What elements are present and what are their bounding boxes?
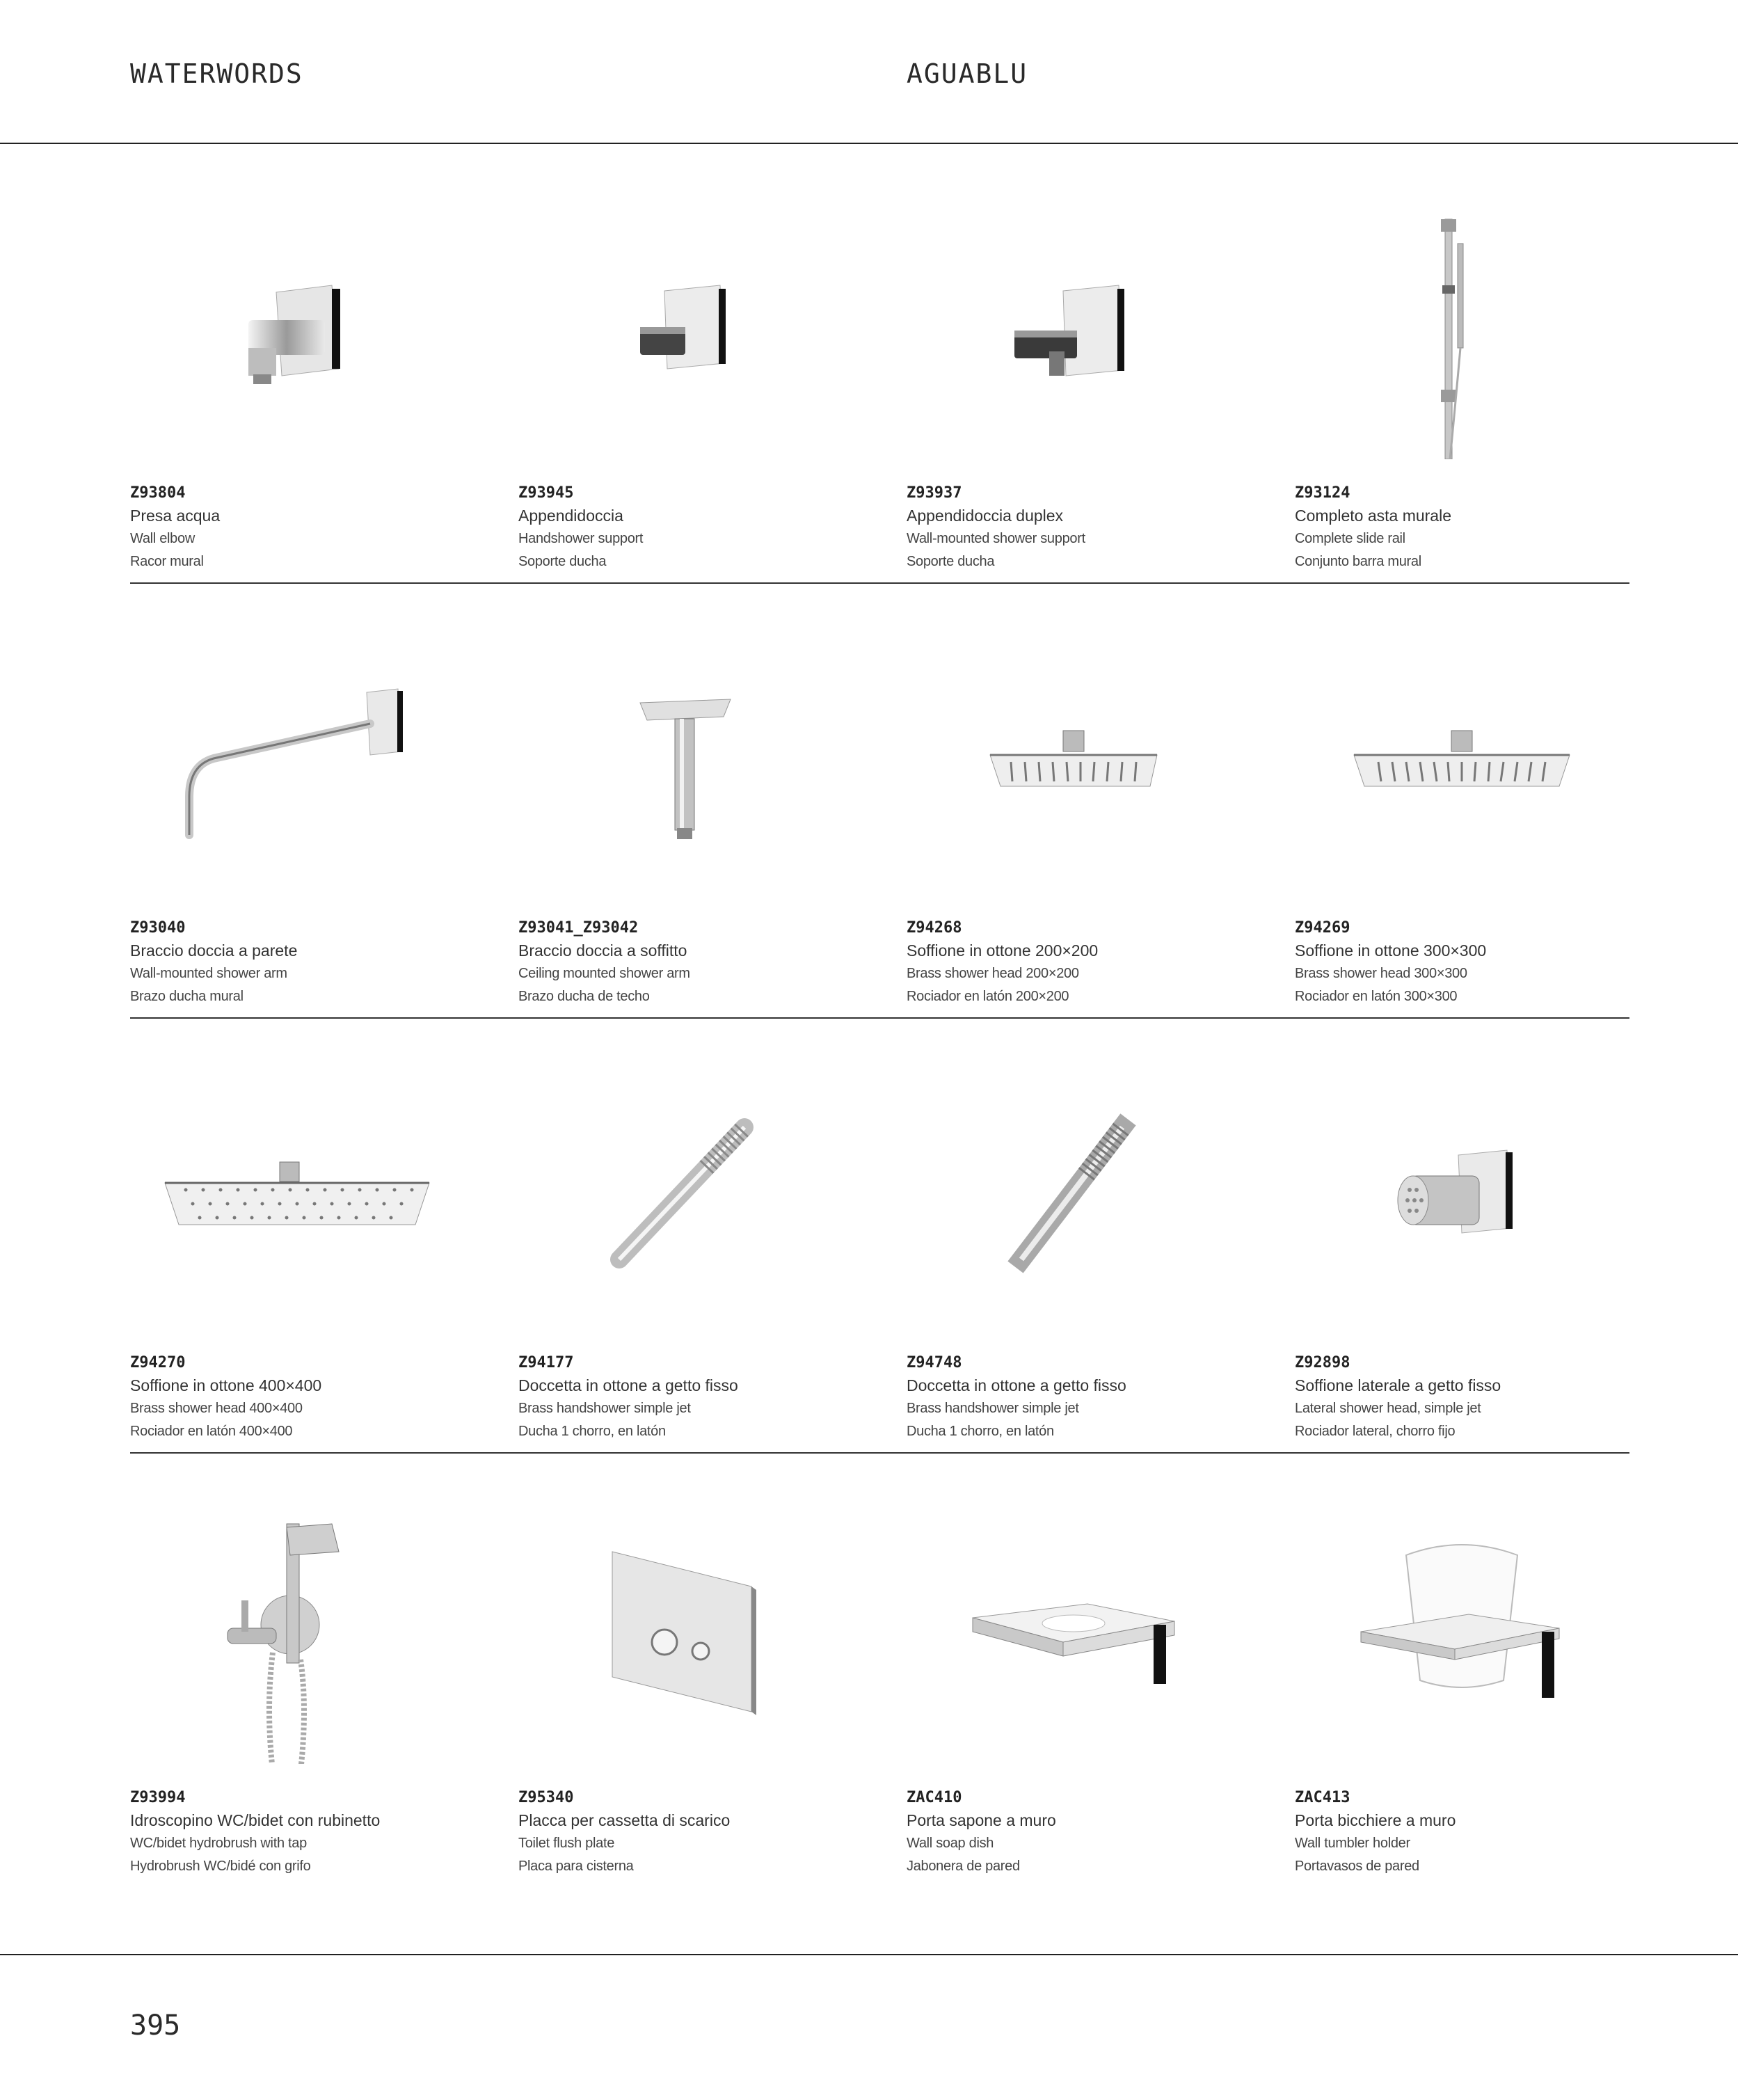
tumbler-holder-icon bbox=[1295, 1486, 1671, 1764]
product-name-it: Braccio doccia a soffitto bbox=[518, 941, 687, 960]
round-handshower-icon bbox=[518, 1051, 894, 1329]
product-name-en: Wall-mounted shower support bbox=[907, 531, 1085, 546]
brand-title: WATERWORDS bbox=[130, 58, 303, 89]
product-name-en: WC/bidet hydrobrush with tap bbox=[130, 1836, 307, 1851]
product-name-es: Rociador en latón 400×400 bbox=[130, 1424, 293, 1439]
product-name-es: Soporte ducha bbox=[518, 554, 607, 569]
product-name-it: Appendidoccia bbox=[518, 507, 623, 525]
product-code: Z93945 bbox=[518, 484, 574, 502]
product-code: Z92898 bbox=[1295, 1354, 1350, 1371]
product-name-en: Lateral shower head, simple jet bbox=[1295, 1401, 1481, 1416]
product-name-es: Brazo ducha mural bbox=[130, 989, 244, 1004]
product-name-es: Racor mural bbox=[130, 554, 204, 569]
handshower-support-icon bbox=[518, 181, 894, 459]
wall-shower-arm-icon bbox=[130, 616, 506, 894]
product-name-en: Ceiling mounted shower arm bbox=[518, 966, 690, 981]
product-name-es: Rociador en latón 200×200 bbox=[907, 989, 1069, 1004]
product-code: Z93124 bbox=[1295, 484, 1350, 502]
shower-head-200-icon bbox=[907, 616, 1282, 894]
product-name-es: Rociador en latón 300×300 bbox=[1295, 989, 1458, 1004]
product-name-it: Appendidoccia duplex bbox=[907, 507, 1064, 525]
product-code: Z95340 bbox=[518, 1789, 574, 1806]
product-name-it: Soffione in ottone 200×200 bbox=[907, 941, 1099, 960]
product-code: Z94177 bbox=[518, 1354, 574, 1371]
product-code: Z93804 bbox=[130, 484, 186, 502]
product-name-it: Soffione laterale a getto fisso bbox=[1295, 1376, 1501, 1394]
ceiling-shower-arm-icon bbox=[518, 616, 894, 894]
hydrobrush-icon bbox=[130, 1486, 506, 1764]
shower-head-300-icon bbox=[1295, 616, 1671, 894]
product-name-es: Placa para cisterna bbox=[518, 1859, 634, 1874]
square-handshower-icon bbox=[907, 1051, 1282, 1329]
row-divider bbox=[130, 1452, 1629, 1454]
product-name-es: Soporte ducha bbox=[907, 554, 995, 569]
slide-rail-icon bbox=[1295, 181, 1671, 459]
product-name-it: Placca per cassetta di scarico bbox=[518, 1811, 731, 1829]
product-name-en: Brass shower head 200×200 bbox=[907, 966, 1079, 981]
product-name-en: Wall tumbler holder bbox=[1295, 1836, 1410, 1851]
product-name-en: Brass handshower simple jet bbox=[518, 1401, 691, 1416]
product-name-it: Porta bicchiere a muro bbox=[1295, 1811, 1456, 1829]
product-code: Z93040 bbox=[130, 919, 186, 937]
product-code: Z94268 bbox=[907, 919, 962, 937]
soap-dish-icon bbox=[907, 1486, 1282, 1764]
wall-elbow-icon bbox=[130, 181, 506, 459]
product-code: Z94748 bbox=[907, 1354, 962, 1371]
product-name-es: Ducha 1 chorro, en latón bbox=[907, 1424, 1054, 1439]
footer-divider bbox=[0, 1954, 1738, 1955]
shower-head-400-icon bbox=[130, 1051, 506, 1329]
product-code: Z93041_Z93042 bbox=[518, 919, 639, 937]
product-name-en: Toilet flush plate bbox=[518, 1836, 615, 1851]
product-name-it: Soffione in ottone 400×400 bbox=[130, 1376, 322, 1394]
product-name-es: Ducha 1 chorro, en latón bbox=[518, 1424, 666, 1439]
header-divider bbox=[0, 143, 1738, 144]
flush-plate-icon bbox=[518, 1486, 894, 1764]
product-name-it: Doccetta in ottone a getto fisso bbox=[907, 1376, 1126, 1394]
product-name-it: Porta sapone a muro bbox=[907, 1811, 1056, 1829]
row-divider bbox=[130, 1017, 1629, 1019]
row-divider bbox=[130, 582, 1629, 584]
product-code: ZAC413 bbox=[1295, 1789, 1350, 1806]
product-name-en: Brass shower head 400×400 bbox=[130, 1401, 303, 1416]
product-code: Z94270 bbox=[130, 1354, 186, 1371]
product-name-es: Rociador lateral, chorro fijo bbox=[1295, 1424, 1456, 1439]
product-name-es: Conjunto barra mural bbox=[1295, 554, 1421, 569]
product-name-es: Hydrobrush WC/bidé con grifo bbox=[130, 1859, 311, 1874]
product-code: Z93994 bbox=[130, 1789, 186, 1806]
product-name-en: Brass handshower simple jet bbox=[907, 1401, 1079, 1416]
product-name-it: Soffione in ottone 300×300 bbox=[1295, 941, 1487, 960]
product-name-it: Completo asta murale bbox=[1295, 507, 1451, 525]
product-name-it: Presa acqua bbox=[130, 507, 221, 525]
product-code: ZAC410 bbox=[907, 1789, 962, 1806]
product-name-en: Brass shower head 300×300 bbox=[1295, 966, 1467, 981]
product-code: Z94269 bbox=[1295, 919, 1350, 937]
product-name-es: Brazo ducha de techo bbox=[518, 989, 650, 1004]
product-name-it: Braccio doccia a parete bbox=[130, 941, 298, 960]
lateral-shower-head-icon bbox=[1295, 1051, 1671, 1329]
product-name-it: Idroscopino WC/bidet con rubinetto bbox=[130, 1811, 381, 1829]
product-name-en: Complete slide rail bbox=[1295, 531, 1405, 546]
product-name-en: Wall elbow bbox=[130, 531, 195, 546]
product-name-it: Doccetta in ottone a getto fisso bbox=[518, 1376, 738, 1394]
page-number: 395 bbox=[130, 2010, 181, 2042]
product-name-en: Wall soap dish bbox=[907, 1836, 994, 1851]
product-name-es: Portavasos de pared bbox=[1295, 1859, 1419, 1874]
product-name-es: Jabonera de pared bbox=[907, 1859, 1020, 1874]
product-name-en: Wall-mounted shower arm bbox=[130, 966, 287, 981]
product-name-en: Handshower support bbox=[518, 531, 644, 546]
collection-title: AGUABLU bbox=[907, 58, 1028, 89]
duplex-support-icon bbox=[907, 181, 1282, 459]
product-code: Z93937 bbox=[907, 484, 962, 502]
